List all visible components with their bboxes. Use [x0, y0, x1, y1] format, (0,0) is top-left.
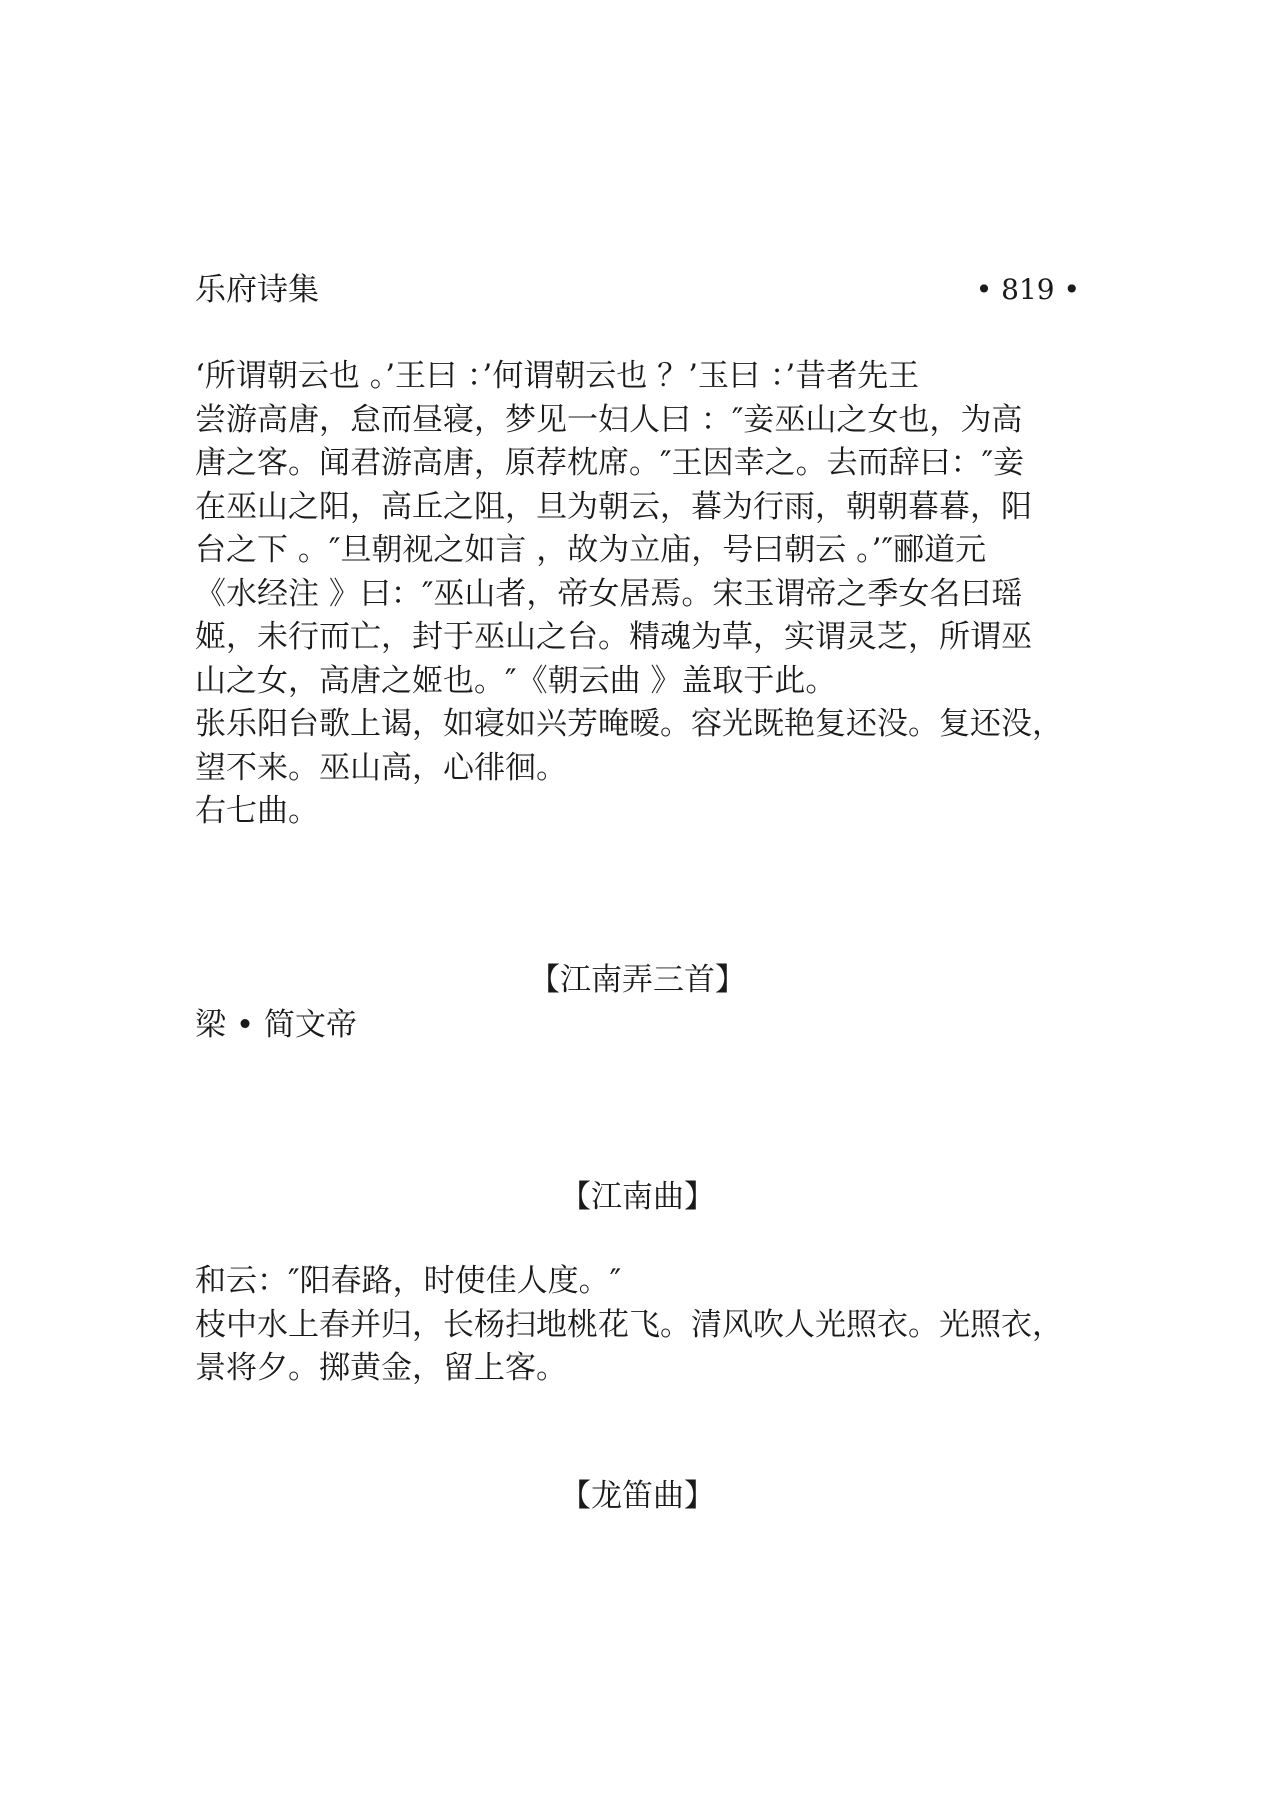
text-line: 尝游高唐，怠而昼寝，梦见一妇人曰 ：″妾巫山之女也，为高 [195, 401, 1023, 438]
text-line: 在巫山之阳，高丘之阻，旦为朝云，暮为行雨，朝朝暮暮，阳 [195, 488, 1032, 525]
page-number: • 819 • [975, 273, 1080, 306]
section-heading-longdi-qu: 【龙笛曲】 [560, 1478, 715, 1514]
text-line: 姬，未行而亡，封于巫山之台。精魂为草，实谓灵芝，所谓巫 [195, 619, 1032, 655]
text-line: 唐之客。闻君游高唐，原荐枕席。″王因幸之。去而辞曰：″妾 [195, 445, 1025, 481]
section-heading-jiangnan-nong: 【江南弄三首】 [529, 962, 746, 998]
page-header [195, 268, 1080, 312]
text-line: 望不来。巫山高，心徘徊。 [195, 749, 567, 786]
text-block-1 [195, 355, 1095, 834]
section-heading-jiangnan-qu: 【江南曲】 [560, 1179, 715, 1215]
text-line: 张乐阳台歌上谒，如寝如兴芳晻暧。容光既艳复还没。复还没， [195, 706, 1063, 742]
text-line: 和云：″阳春路，时使佳人度。″ [195, 1263, 622, 1299]
text-line: 台之下 。″旦朝视之如言 ，故为立庙，号曰朝云 。’″郦道元 [195, 532, 987, 568]
text-line: 枝中水上春并归，长杨扫地桃花飞。清风吹人光照衣。光照衣， [195, 1306, 1063, 1343]
text-line: 景将夕。掷黄金，留上客。 [195, 1350, 567, 1386]
book-title: 乐府诗集 [195, 272, 319, 308]
text-line: 右七曲。 [195, 793, 319, 829]
text-line: ‘所谓朝云也 。’王曰 ：’何谓朝云也 ？’玉曰 ：’昔者先王 [195, 358, 920, 394]
text-line: 山之女，高唐之姬也。″《朝云曲 》盖取于此。 [195, 662, 837, 699]
text-block-2 [195, 1260, 1095, 1391]
author-line: 梁 • 简文帝 [195, 1007, 357, 1043]
text-line: 《水经注 》曰：″巫山者，帝女居焉。宋玉谓帝之季女名曰瑶 [195, 575, 1023, 612]
